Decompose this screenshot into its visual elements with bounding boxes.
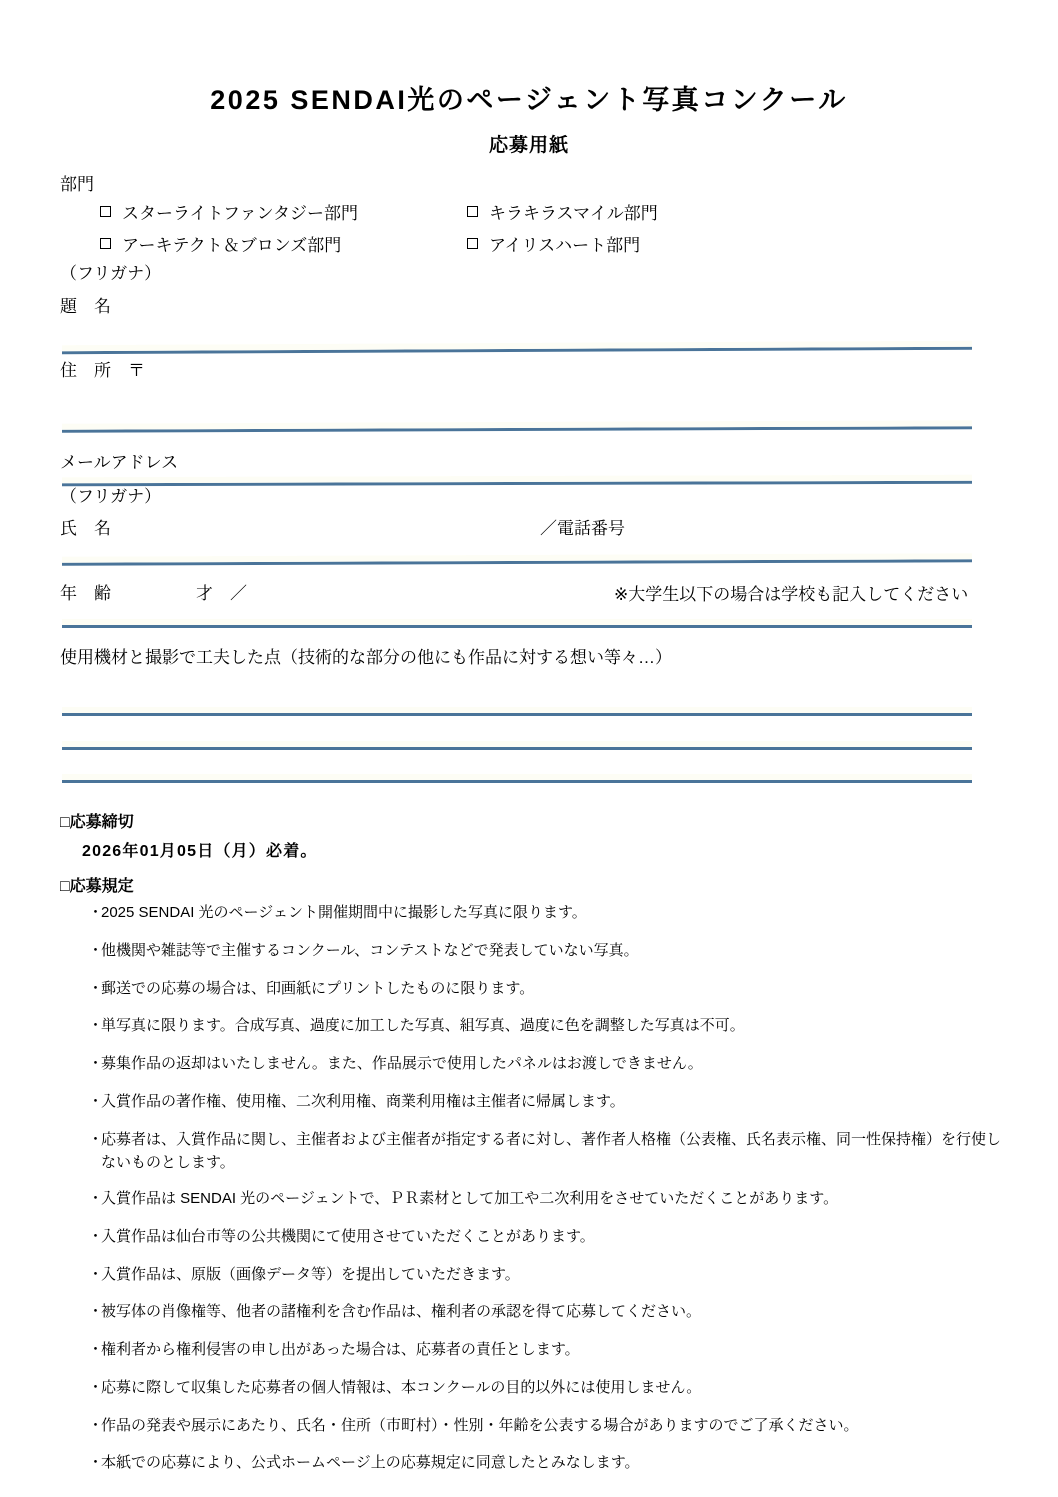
deadline-date: 2026年01月05日（月）必着。 — [82, 843, 318, 860]
address-field-rule[interactable] — [62, 426, 972, 432]
bullet-icon: ・ — [88, 1454, 104, 1472]
deadline-heading: □応募締切 — [60, 814, 134, 831]
bullet-icon: ・ — [88, 1303, 104, 1321]
category-checkbox-iris-heart[interactable] — [467, 231, 640, 256]
checkbox-icon[interactable] — [100, 238, 111, 249]
rule-list-item — [88, 1338, 1008, 1361]
category-option-label: キラキラスマイル部門 — [489, 204, 658, 223]
rule-list-item-text: 2025 SENDAI 光のページェント開催期間中に撮影した写真に限ります。 — [101, 904, 587, 921]
age-field-rule[interactable] — [62, 625, 972, 628]
rule-list-item — [88, 1225, 1008, 1248]
category-checkbox-kirakira-smile[interactable] — [467, 199, 658, 224]
rule-list-item — [88, 1414, 1008, 1437]
rule-list-item-text: 入賞作品は SENDAI 光のページェントで、ＰＲ素材として加工や二次利用をさせていただくことがあります。 — [101, 1190, 839, 1207]
bullet-icon: ・ — [88, 904, 104, 921]
equipment-rule-3[interactable] — [62, 780, 972, 783]
rule-list-item — [88, 939, 1008, 962]
rule-list-item-text: 単写真に限ります。合成写真、過度に加工した写真、組写真、過度に色を調整した写真は不可。 — [101, 1017, 745, 1035]
rule-list-item-text: 入賞作品は、原版（画像データ等）を提出していただきます。 — [101, 1265, 520, 1283]
age-field-label: 年 齢 — [60, 584, 111, 603]
rule-list-item — [88, 977, 1008, 1000]
bullet-icon: ・ — [88, 1227, 104, 1245]
title-field-rule[interactable] — [62, 347, 972, 354]
rules-heading: □応募規定 — [60, 878, 134, 895]
bullet-icon: ・ — [88, 1378, 104, 1396]
rule-list-item-text: 権利者から権利侵害の申し出があった場合は、応募者の責任とします。 — [101, 1341, 580, 1358]
category-checkbox-architect-bronze[interactable] — [100, 231, 341, 256]
bullet-icon: ・ — [88, 1190, 104, 1207]
rule-list-item — [88, 1090, 1008, 1113]
checkbox-icon[interactable] — [467, 238, 478, 249]
bullet-icon: ・ — [88, 1416, 104, 1434]
equipment-section-label: 使用機材と撮影で工夫した点（技術的な部分の他にも作品に対する想い等々…） — [60, 648, 672, 667]
bullet-icon: ・ — [88, 1265, 104, 1283]
equipment-rule-1[interactable] — [62, 713, 972, 716]
rule-list-item-text: 応募に際して収集した応募者の個人情報は、本コンクールの目的以外には使用しません。 — [101, 1378, 702, 1396]
category-checkbox-starlight-fantasy[interactable] — [100, 199, 358, 224]
furigana-name-label: （フリガナ） — [60, 487, 162, 506]
page-subtitle: 応募用紙 — [488, 135, 569, 156]
rule-list-item — [88, 901, 1008, 924]
bullet-icon: ・ — [88, 1341, 104, 1358]
rule-list-item-text: 入賞作品は仙台市等の公共機関にて使用させていただくことがあります。 — [101, 1227, 595, 1245]
category-section-label: 部門 — [60, 175, 94, 194]
rule-list-item-text: 募集作品の返却はいたしません。また、作品展示で使用したパネルはお渡しできません。 — [101, 1055, 703, 1072]
rule-list-item — [88, 1128, 1008, 1175]
rule-list-item-text: 応募者は、入賞作品に関し、主催者および主催者が指定する者に対し、著作者人格権（公表権、氏名表示権、同一性保持権）を行使しないものとします。 — [101, 1130, 1002, 1171]
age-unit-label: 才 ／ — [196, 584, 247, 603]
bullet-icon: ・ — [88, 941, 104, 959]
school-note: ※大学生以下の場合は学校も記入してください — [614, 585, 969, 604]
rule-list-item — [88, 1376, 1008, 1399]
address-field-label: 住 所 〒 — [60, 361, 145, 380]
category-option-label: スターライトファンタジー部門 — [122, 204, 358, 223]
bullet-icon: ・ — [88, 1055, 104, 1072]
bullet-icon: ・ — [88, 1017, 104, 1035]
furigana-title-label: （フリガナ） — [60, 264, 162, 283]
name-field-rule[interactable] — [62, 559, 972, 565]
bullet-icon: ・ — [88, 979, 104, 997]
rule-list-item — [88, 1451, 1008, 1474]
rules-list — [88, 901, 1008, 1489]
rule-list-item-text: 他機関や雑誌等で主催するコンクール、コンテストなどで発表していない写真。 — [101, 941, 639, 959]
title-field-label: 題 名 — [60, 297, 111, 316]
rule-list-item — [88, 1014, 1008, 1037]
rule-list-item-text: 本紙での応募により、公式ホームページ上の応募規定に同意したとみなします。 — [101, 1454, 640, 1472]
rule-list-item-text: 入賞作品の著作権、使用権、二次利用権、商業利用権は主催者に帰属します。 — [101, 1092, 625, 1110]
checkbox-icon[interactable] — [100, 206, 111, 217]
category-option-label: アーキテクト＆ブロンズ部門 — [122, 236, 342, 255]
bullet-icon: ・ — [88, 1130, 104, 1148]
rule-list-item-text: 被写体の肖像権等、他者の諸権利を含む作品は、権利者の承認を得て応募してください。 — [101, 1303, 702, 1321]
phone-field-label: ／電話番号 — [540, 519, 625, 538]
checkbox-icon[interactable] — [467, 206, 478, 217]
rule-list-item — [88, 1263, 1008, 1286]
bullet-icon: ・ — [88, 1092, 104, 1110]
category-option-label: アイリスハート部門 — [489, 236, 641, 255]
email-field-label: メールアドレス — [60, 453, 179, 472]
name-field-label: 氏 名 — [60, 519, 111, 538]
rule-list-item-text: 郵送での応募の場合は、印画紙にプリントしたものに限ります。 — [101, 979, 535, 997]
rule-list-item — [88, 1187, 1008, 1210]
page-title: 2025 SENDAI光のページェント写真コンクール — [210, 85, 848, 115]
rule-list-item — [88, 1300, 1008, 1323]
email-field-rule[interactable] — [62, 481, 972, 487]
rule-list-item — [88, 1052, 1008, 1075]
equipment-rule-2[interactable] — [62, 747, 972, 750]
rule-list-item-text: 作品の発表や展示にあたり、氏名・住所（市町村）・性別・年齢を公表する場合がありますのでご了承ください。 — [101, 1416, 859, 1434]
